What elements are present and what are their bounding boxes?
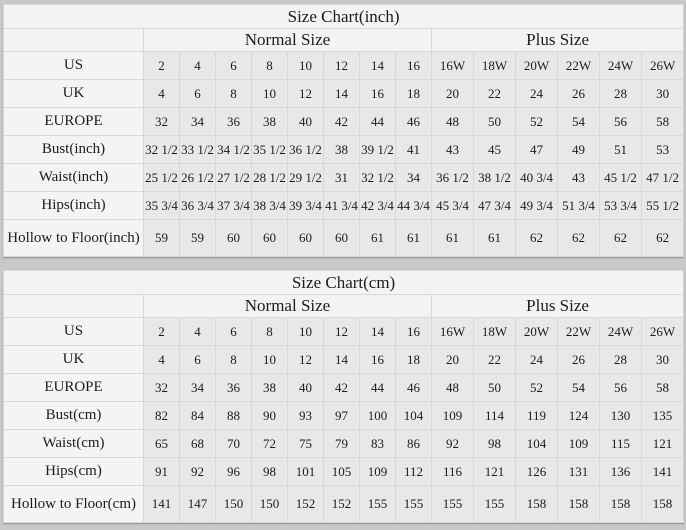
size-cell: 92 bbox=[432, 430, 474, 458]
table-row bbox=[4, 402, 684, 430]
size-cell: 131 bbox=[558, 458, 600, 486]
size-cell: 114 bbox=[474, 402, 516, 430]
size-cell: 150 bbox=[216, 486, 252, 523]
size-cell: 152 bbox=[324, 486, 360, 523]
size-cell: 12 bbox=[288, 346, 324, 374]
size-cell: 119 bbox=[516, 402, 558, 430]
size-cell: 14 bbox=[360, 318, 396, 346]
row-label: US bbox=[4, 318, 144, 346]
size-cell: 39 1/2 bbox=[360, 136, 396, 164]
size-cell: 43 bbox=[558, 164, 600, 192]
size-cell: 98 bbox=[252, 458, 288, 486]
size-cell: 49 3/4 bbox=[516, 192, 558, 220]
size-cell: 16 bbox=[396, 52, 432, 80]
size-cell: 18W bbox=[474, 318, 516, 346]
size-cell: 20W bbox=[516, 52, 558, 80]
row-label: Bust(inch) bbox=[4, 136, 144, 164]
size-cell: 60 bbox=[324, 220, 360, 257]
size-cell: 42 bbox=[324, 108, 360, 136]
size-cell: 116 bbox=[432, 458, 474, 486]
size-cell: 92 bbox=[180, 458, 216, 486]
size-cell: 38 3/4 bbox=[252, 192, 288, 220]
table-row bbox=[4, 108, 684, 136]
table-row bbox=[4, 192, 684, 220]
size-cell: 61 bbox=[474, 220, 516, 257]
size-cell: 10 bbox=[252, 80, 288, 108]
size-cell: 37 3/4 bbox=[216, 192, 252, 220]
size-cell: 39 3/4 bbox=[288, 192, 324, 220]
size-cell: 60 bbox=[252, 220, 288, 257]
size-cell: 54 bbox=[558, 108, 600, 136]
size-cell: 6 bbox=[216, 318, 252, 346]
size-cell: 14 bbox=[324, 346, 360, 374]
size-cell: 79 bbox=[324, 430, 360, 458]
size-cell: 130 bbox=[600, 402, 642, 430]
size-cell: 16 bbox=[360, 80, 396, 108]
size-cell: 46 bbox=[396, 374, 432, 402]
size-cell: 61 bbox=[432, 220, 474, 257]
table-row bbox=[4, 318, 684, 346]
size-cell: 32 bbox=[144, 374, 180, 402]
size-cell: 88 bbox=[216, 402, 252, 430]
size-cell: 42 bbox=[324, 374, 360, 402]
size-cell: 126 bbox=[516, 458, 558, 486]
group-header-row bbox=[4, 295, 684, 318]
size-cell: 45 3/4 bbox=[432, 192, 474, 220]
size-cell: 20 bbox=[432, 80, 474, 108]
size-cell: 61 bbox=[396, 220, 432, 257]
size-cell: 158 bbox=[516, 486, 558, 523]
size-cell: 115 bbox=[600, 430, 642, 458]
size-cell: 104 bbox=[396, 402, 432, 430]
size-cell: 41 bbox=[396, 136, 432, 164]
size-cell: 121 bbox=[642, 430, 684, 458]
size-cell: 36 1/2 bbox=[432, 164, 474, 192]
size-cell: 32 bbox=[144, 108, 180, 136]
size-cell: 72 bbox=[252, 430, 288, 458]
size-cell: 56 bbox=[600, 108, 642, 136]
size-cell: 8 bbox=[252, 52, 288, 80]
size-cell: 155 bbox=[396, 486, 432, 523]
size-cell: 90 bbox=[252, 402, 288, 430]
size-cell: 53 3/4 bbox=[600, 192, 642, 220]
size-cell: 36 bbox=[216, 108, 252, 136]
size-cell: 58 bbox=[642, 374, 684, 402]
size-cell: 97 bbox=[324, 402, 360, 430]
group-header-plus: Plus Size bbox=[432, 29, 684, 52]
size-cell: 4 bbox=[144, 346, 180, 374]
size-cell: 8 bbox=[216, 346, 252, 374]
size-cell: 6 bbox=[216, 52, 252, 80]
size-cell: 38 bbox=[324, 136, 360, 164]
size-cell: 135 bbox=[642, 402, 684, 430]
size-cell: 45 1/2 bbox=[600, 164, 642, 192]
size-cell: 28 bbox=[600, 346, 642, 374]
size-cell: 12 bbox=[324, 52, 360, 80]
size-cell: 4 bbox=[144, 80, 180, 108]
size-cell: 12 bbox=[324, 318, 360, 346]
size-cell: 16W bbox=[432, 318, 474, 346]
size-cell: 52 bbox=[516, 374, 558, 402]
table-row bbox=[4, 486, 684, 523]
row-label: Hollow to Floor(inch) bbox=[4, 220, 144, 257]
size-cell: 6 bbox=[180, 346, 216, 374]
size-cell: 60 bbox=[288, 220, 324, 257]
size-cell: 98 bbox=[474, 430, 516, 458]
size-cell: 20 bbox=[432, 346, 474, 374]
size-cell: 48 bbox=[432, 108, 474, 136]
size-cell: 4 bbox=[180, 52, 216, 80]
size-cell: 2 bbox=[144, 318, 180, 346]
size-cell: 158 bbox=[558, 486, 600, 523]
size-cell: 32 1/2 bbox=[144, 136, 180, 164]
table-gap bbox=[3, 257, 683, 270]
row-label: Hips(inch) bbox=[4, 192, 144, 220]
size-cell: 47 bbox=[516, 136, 558, 164]
table-title-row bbox=[4, 5, 684, 29]
size-cell: 40 3/4 bbox=[516, 164, 558, 192]
size-cell: 14 bbox=[324, 80, 360, 108]
size-cell: 152 bbox=[288, 486, 324, 523]
size-cell: 104 bbox=[516, 430, 558, 458]
size-cell: 147 bbox=[180, 486, 216, 523]
size-cell: 35 3/4 bbox=[144, 192, 180, 220]
size-cell: 62 bbox=[642, 220, 684, 257]
size-cell: 10 bbox=[252, 346, 288, 374]
corner-cell bbox=[4, 295, 144, 318]
row-label: EUROPE bbox=[4, 108, 144, 136]
size-cell: 26 1/2 bbox=[180, 164, 216, 192]
row-label: US bbox=[4, 52, 144, 80]
size-cell: 109 bbox=[432, 402, 474, 430]
size-cell: 61 bbox=[360, 220, 396, 257]
size-cell: 35 1/2 bbox=[252, 136, 288, 164]
size-cell: 158 bbox=[642, 486, 684, 523]
group-header-plus: Plus Size bbox=[432, 295, 684, 318]
table-row bbox=[4, 346, 684, 374]
size-cell: 34 bbox=[180, 374, 216, 402]
table-title-row bbox=[4, 271, 684, 295]
row-label: Bust(cm) bbox=[4, 402, 144, 430]
size-cell: 27 1/2 bbox=[216, 164, 252, 192]
size-cell: 22W bbox=[558, 52, 600, 80]
size-cell: 83 bbox=[360, 430, 396, 458]
size-cell: 50 bbox=[474, 108, 516, 136]
group-header-normal: Normal Size bbox=[144, 295, 432, 318]
table-row bbox=[4, 80, 684, 108]
size-cell: 28 bbox=[600, 80, 642, 108]
size-cell: 24W bbox=[600, 318, 642, 346]
size-cell: 51 bbox=[600, 136, 642, 164]
size-cell: 105 bbox=[324, 458, 360, 486]
size-cell: 30 bbox=[642, 80, 684, 108]
size-cell: 29 1/2 bbox=[288, 164, 324, 192]
size-cell: 18 bbox=[396, 80, 432, 108]
size-cell: 121 bbox=[474, 458, 516, 486]
size-cell: 45 bbox=[474, 136, 516, 164]
table-title: Size Chart(inch) bbox=[4, 5, 684, 29]
size-cell: 141 bbox=[642, 458, 684, 486]
group-header-normal: Normal Size bbox=[144, 29, 432, 52]
size-cell: 36 bbox=[216, 374, 252, 402]
size-cell: 41 3/4 bbox=[324, 192, 360, 220]
size-cell: 48 bbox=[432, 374, 474, 402]
size-cell: 96 bbox=[216, 458, 252, 486]
table-row bbox=[4, 374, 684, 402]
size-cell: 56 bbox=[600, 374, 642, 402]
size-cell: 2 bbox=[144, 52, 180, 80]
size-cell: 24W bbox=[600, 52, 642, 80]
size-cell: 54 bbox=[558, 374, 600, 402]
size-cell: 124 bbox=[558, 402, 600, 430]
size-cell: 25 1/2 bbox=[144, 164, 180, 192]
table-row bbox=[4, 430, 684, 458]
size-chart-cm-table bbox=[3, 270, 684, 523]
size-cell: 62 bbox=[516, 220, 558, 257]
size-cell: 30 bbox=[642, 346, 684, 374]
row-label: Waist(cm) bbox=[4, 430, 144, 458]
size-cell: 158 bbox=[600, 486, 642, 523]
size-cell: 16W bbox=[432, 52, 474, 80]
size-cell: 136 bbox=[600, 458, 642, 486]
size-cell: 75 bbox=[288, 430, 324, 458]
table-row bbox=[4, 220, 684, 257]
size-cell: 40 bbox=[288, 108, 324, 136]
size-cell: 18 bbox=[396, 346, 432, 374]
size-cell: 36 3/4 bbox=[180, 192, 216, 220]
size-cell: 52 bbox=[516, 108, 558, 136]
size-cell: 55 1/2 bbox=[642, 192, 684, 220]
size-cell: 53 bbox=[642, 136, 684, 164]
size-cell: 14 bbox=[360, 52, 396, 80]
size-cell: 6 bbox=[180, 80, 216, 108]
size-cell: 62 bbox=[558, 220, 600, 257]
size-cell: 18W bbox=[474, 52, 516, 80]
size-cell: 34 1/2 bbox=[216, 136, 252, 164]
size-cell: 100 bbox=[360, 402, 396, 430]
size-cell: 44 bbox=[360, 108, 396, 136]
row-label: Waist(inch) bbox=[4, 164, 144, 192]
size-cell: 38 1/2 bbox=[474, 164, 516, 192]
size-cell: 4 bbox=[180, 318, 216, 346]
size-cell: 26W bbox=[642, 318, 684, 346]
size-cell: 28 1/2 bbox=[252, 164, 288, 192]
size-cell: 65 bbox=[144, 430, 180, 458]
size-cell: 40 bbox=[288, 374, 324, 402]
row-label: Hollow to Floor(cm) bbox=[4, 486, 144, 523]
size-cell: 59 bbox=[180, 220, 216, 257]
size-cell: 34 bbox=[396, 164, 432, 192]
table-row bbox=[4, 52, 684, 80]
size-cell: 42 3/4 bbox=[360, 192, 396, 220]
size-cell: 101 bbox=[288, 458, 324, 486]
size-cell: 44 3/4 bbox=[396, 192, 432, 220]
size-cell: 36 1/2 bbox=[288, 136, 324, 164]
size-cell: 150 bbox=[252, 486, 288, 523]
size-cell: 155 bbox=[360, 486, 396, 523]
size-cell: 141 bbox=[144, 486, 180, 523]
size-cell: 34 bbox=[180, 108, 216, 136]
size-cell: 49 bbox=[558, 136, 600, 164]
size-cell: 44 bbox=[360, 374, 396, 402]
table-row bbox=[4, 136, 684, 164]
row-label: UK bbox=[4, 346, 144, 374]
corner-cell bbox=[4, 29, 144, 52]
size-cell: 112 bbox=[396, 458, 432, 486]
size-rows-inch bbox=[4, 52, 684, 257]
size-cell: 8 bbox=[216, 80, 252, 108]
size-cell: 70 bbox=[216, 430, 252, 458]
size-cell: 109 bbox=[360, 458, 396, 486]
size-cell: 59 bbox=[144, 220, 180, 257]
size-cell: 33 1/2 bbox=[180, 136, 216, 164]
size-cell: 38 bbox=[252, 108, 288, 136]
size-cell: 22 bbox=[474, 80, 516, 108]
size-cell: 43 bbox=[432, 136, 474, 164]
size-cell: 155 bbox=[474, 486, 516, 523]
size-cell: 8 bbox=[252, 318, 288, 346]
size-cell: 16 bbox=[360, 346, 396, 374]
size-cell: 109 bbox=[558, 430, 600, 458]
size-cell: 10 bbox=[288, 318, 324, 346]
table-title: Size Chart(cm) bbox=[4, 271, 684, 295]
size-cell: 38 bbox=[252, 374, 288, 402]
size-rows-cm bbox=[4, 318, 684, 523]
size-cell: 84 bbox=[180, 402, 216, 430]
row-label: UK bbox=[4, 80, 144, 108]
table-row bbox=[4, 164, 684, 192]
size-cell: 26 bbox=[558, 80, 600, 108]
size-cell: 16 bbox=[396, 318, 432, 346]
size-cell: 51 3/4 bbox=[558, 192, 600, 220]
size-cell: 20W bbox=[516, 318, 558, 346]
size-cell: 86 bbox=[396, 430, 432, 458]
size-chart-inch-table bbox=[3, 4, 684, 257]
table-row bbox=[4, 458, 684, 486]
size-cell: 22W bbox=[558, 318, 600, 346]
size-cell: 58 bbox=[642, 108, 684, 136]
size-cell: 46 bbox=[396, 108, 432, 136]
size-cell: 91 bbox=[144, 458, 180, 486]
size-cell: 68 bbox=[180, 430, 216, 458]
size-cell: 26W bbox=[642, 52, 684, 80]
size-cell: 82 bbox=[144, 402, 180, 430]
group-header-row bbox=[4, 29, 684, 52]
size-cell: 62 bbox=[600, 220, 642, 257]
size-cell: 24 bbox=[516, 80, 558, 108]
size-cell: 32 1/2 bbox=[360, 164, 396, 192]
size-cell: 155 bbox=[432, 486, 474, 523]
size-cell: 26 bbox=[558, 346, 600, 374]
row-label: Hips(cm) bbox=[4, 458, 144, 486]
size-cell: 31 bbox=[324, 164, 360, 192]
size-cell: 50 bbox=[474, 374, 516, 402]
size-cell: 93 bbox=[288, 402, 324, 430]
size-cell: 10 bbox=[288, 52, 324, 80]
size-cell: 12 bbox=[288, 80, 324, 108]
size-cell: 22 bbox=[474, 346, 516, 374]
size-cell: 47 3/4 bbox=[474, 192, 516, 220]
row-label: EUROPE bbox=[4, 374, 144, 402]
size-cell: 47 1/2 bbox=[642, 164, 684, 192]
size-cell: 24 bbox=[516, 346, 558, 374]
size-cell: 60 bbox=[216, 220, 252, 257]
